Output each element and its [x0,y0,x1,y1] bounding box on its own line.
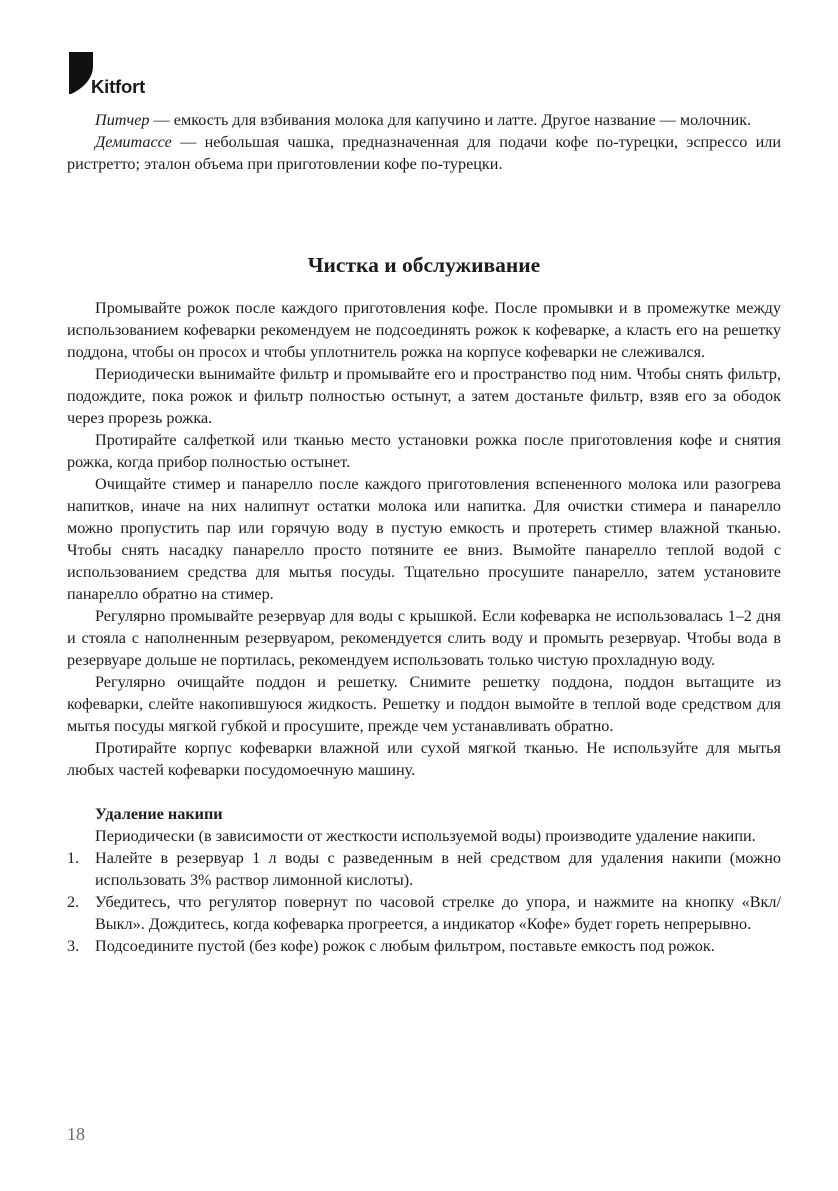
glossary-term: Питчер [95,111,150,129]
step-number: 2. [67,893,80,911]
descaling-steps [67,847,781,957]
step-text: Подсоедините пустой (без кофе) рожок с любым фильтром, поставьте емкость под рожок. [95,937,715,955]
page-number: 18 [67,1124,85,1144]
glossary-entry-pitcher [67,109,781,131]
body-paragraph: Регулярно очищайте поддон и решетку. Снимите решетку поддона, поддон вытащите из кофеварки, слейте накопившуюся жидкость. Решетку и поддон вымойте в теплой воде средством для мытья посуды мягкой губкой и просушите, прежде чем устанавливать обратно. [67,673,781,735]
glossary-definition: — небольшая чашка, предназначенная для подачи кофе по-турецки, эспрессо или ристретто; эталон объема при приготовлении кофе по-турецки. [67,133,781,173]
page-content [67,109,781,957]
body-paragraph: Протирайте салфеткой или тканью место установки рожка после приготовления кофе и снятия рожка, когда прибор полностью остынет. [67,431,781,471]
step-number: 1. [67,849,80,867]
subsection-title: Удаление накипи [95,805,223,823]
brand-name: Kitfort [91,76,146,97]
kitfort-logo [66,50,226,100]
step-text: Убедитесь, что регулятор повернут по часовой стрелке до упора, и нажмите на кнопку «Вкл/Выкл». Дождитесь, когда кофеварка прогреется, а индикатор «Кофе» будет гореть непрерывно. [95,893,781,933]
step-text: Налейте в резервуар 1 л воды с разведенным в ней средством для удаления накипи (можно использовать 3% раствор лимонной кислоты). [95,849,781,889]
body-paragraph: Регулярно промывайте резервуар для воды с крышкой. Если кофеварка не использовалась 1–2 дня и стояла с наполненным резервуаром, рекомендуется слить воду и промыть резервуар. Чтобы вода в резервуаре дольше не портилась, рекомендуем использовать только чистую прохладную воду. [67,607,781,669]
body-paragraph: Очищайте стимер и панарелло после каждого приготовления вспененного молока или разогрева напитков, иначе на них налипнут остатки молока или напитка. Для очистки стимера и панарелло можно пропустить пар или горячую воду в пустую емкость и протереть стимер влажной тканью. Чтобы снять насадку панарелло просто потяните ее вниз. Вымойте панарелло теплой водой с использованием средства для мытья посуды. Тщательно просушите панарелло, затем установите панарелло обратно на стимер. [67,475,781,603]
descaling-intro: Периодически (в зависимости от жесткости используемой воды) производите удаление накипи. [95,827,756,845]
step-number: 3. [67,937,80,955]
section-title: Чистка и обслуживание [307,253,541,277]
body-paragraph: Промывайте рожок после каждого приготовления кофе. После промывки и в промежутке между использованием кофеварки рекомендуем не подсоединять рожок к кофеварке, а класть его на решетку поддона, чтобы он просох и чтобы уплотнитель рожка на корпусе кофеварки не слеживался. [67,299,781,361]
list-item [67,935,781,957]
body-paragraph: Периодически вынимайте фильтр и промывайте его и пространство под ним. Чтобы снять фильтр, подождите, пока рожок и фильтр полностью остынут, а затем достаньте фильтр, взяв его за ободок через прорезь рожка. [67,365,781,427]
glossary-term: Демитассе [95,133,172,151]
list-item [67,847,781,891]
glossary-entry-demitasse [67,131,781,175]
glossary-definition: — емкость для взбивания молока для капучино и латте. Другое название — молочник. [149,111,752,129]
list-item [67,891,781,935]
body-paragraph: Протирайте корпус кофеварки влажной или сухой мягкой тканью. Не используйте для мытья любых частей кофеварки посудомоечную машину. [67,739,781,779]
